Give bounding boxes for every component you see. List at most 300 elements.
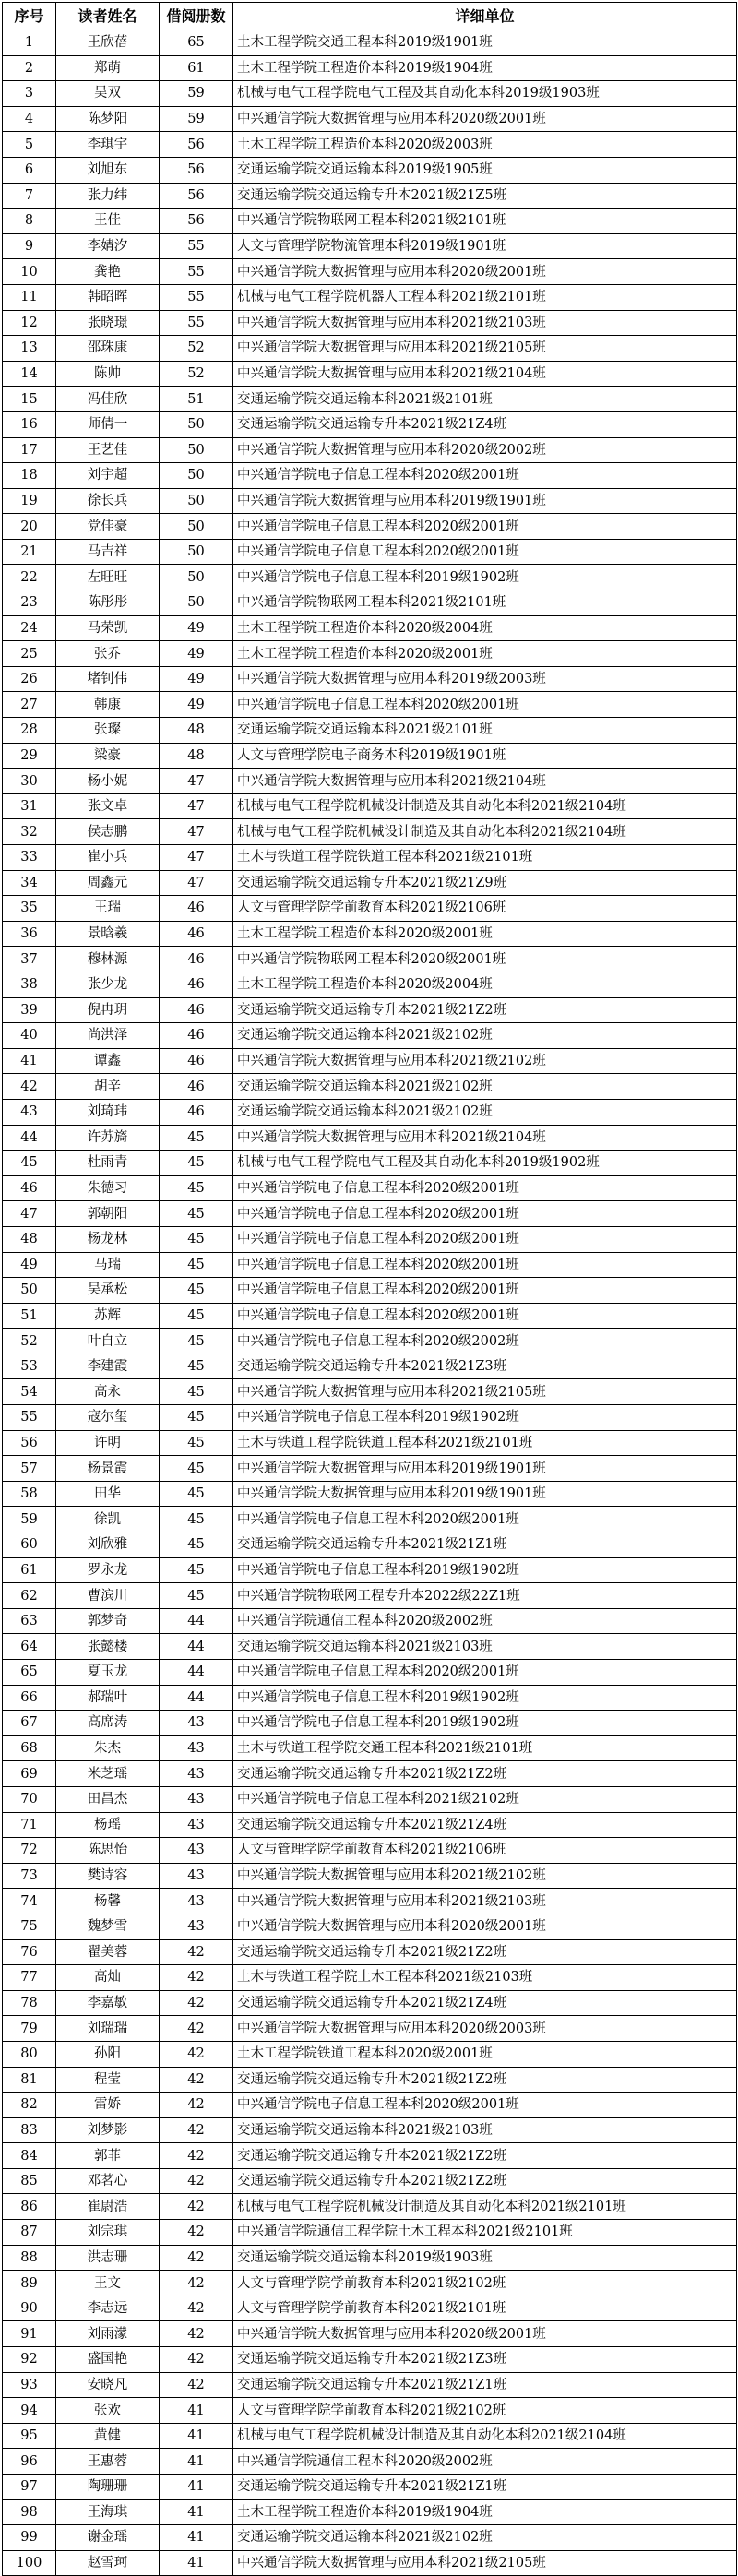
cell-reader-name: 刘梦影 (56, 2117, 160, 2143)
cell-borrow-count: 45 (160, 1532, 233, 1558)
cell-reader-name: 张懿楼 (56, 1634, 160, 1660)
table-row (3, 2499, 737, 2525)
cell-reader-name: 杜雨青 (56, 1151, 160, 1176)
cell-index: 65 (3, 1660, 56, 1686)
cell-unit-detail: 中兴通信学院电子信息工程本科2019级1902班 (233, 1711, 737, 1736)
cell-reader-name: 王瑞 (56, 896, 160, 922)
cell-reader-name: 刘欣雅 (56, 1532, 160, 1558)
table-row (3, 2347, 737, 2373)
cell-unit-detail: 机械与电气工程学院电气工程及其自动化本科2019级1903班 (233, 81, 737, 107)
cell-borrow-count: 56 (160, 157, 233, 183)
table-row (3, 1175, 737, 1201)
cell-reader-name: 张文卓 (56, 793, 160, 819)
cell-index: 2 (3, 55, 56, 81)
cell-unit-detail: 土木工程学院工程造价本科2020级2001班 (233, 641, 737, 667)
table-row (3, 1634, 737, 1660)
cell-reader-name: 刘瑞瑞 (56, 2016, 160, 2042)
cell-unit-detail: 中兴通信学院大数据管理与应用本科2021级2103班 (233, 310, 737, 336)
cell-unit-detail: 中兴通信学院电子信息工程本科2020级2001班 (233, 1507, 737, 1532)
cell-borrow-count: 48 (160, 718, 233, 744)
cell-index: 25 (3, 641, 56, 667)
cell-reader-name: 郭梦奇 (56, 1608, 160, 1634)
cell-unit-detail: 中兴通信学院大数据管理与应用本科2021级2105班 (233, 2550, 737, 2576)
table-header (3, 3, 737, 30)
cell-reader-name: 韩昭晖 (56, 284, 160, 310)
cell-reader-name: 马荣凯 (56, 615, 160, 641)
cell-reader-name: 高永 (56, 1379, 160, 1405)
cell-unit-detail: 机械与电气工程学院机械设计制造及其自动化本科2021级2104班 (233, 819, 737, 845)
cell-unit-detail: 中兴通信学院通信工程学院土木工程本科2021级2101班 (233, 2220, 737, 2246)
cell-index: 20 (3, 514, 56, 540)
cell-unit-detail: 中兴通信学院大数据管理与应用本科2019级1901班 (233, 1456, 737, 1482)
cell-borrow-count: 46 (160, 1074, 233, 1100)
cell-reader-name: 崔小兵 (56, 845, 160, 871)
table-row (3, 463, 737, 489)
table-row (3, 1583, 737, 1609)
cell-unit-detail: 中兴通信学院大数据管理与应用本科2019级1901班 (233, 1481, 737, 1507)
cell-borrow-count: 42 (160, 2347, 233, 2373)
cell-reader-name: 李建霞 (56, 1354, 160, 1379)
cell-unit-detail: 交通运输学院交通运输专升本2021级21Z1班 (233, 2372, 737, 2398)
cell-unit-detail: 土木工程学院工程造价本科2020级2001班 (233, 921, 737, 947)
cell-reader-name: 龚艳 (56, 259, 160, 285)
cell-unit-detail: 中兴通信学院大数据管理与应用本科2021级2103班 (233, 1889, 737, 1914)
cell-borrow-count: 50 (160, 539, 233, 565)
cell-index: 31 (3, 793, 56, 819)
table-row (3, 2525, 737, 2551)
cell-index: 47 (3, 1201, 56, 1227)
cell-borrow-count: 43 (160, 1735, 233, 1761)
cell-index: 61 (3, 1557, 56, 1583)
cell-unit-detail: 机械与电气工程学院机械设计制造及其自动化本科2021级2104班 (233, 2423, 737, 2449)
cell-index: 38 (3, 972, 56, 997)
table-row (3, 437, 737, 463)
cell-reader-name: 陈帅 (56, 361, 160, 387)
cell-reader-name: 朱杰 (56, 1735, 160, 1761)
cell-borrow-count: 42 (160, 2372, 233, 2398)
cell-index: 92 (3, 2347, 56, 2373)
cell-unit-detail: 中兴通信学院大数据管理与应用本科2020级2003班 (233, 2016, 737, 2042)
cell-borrow-count: 42 (160, 2016, 233, 2042)
cell-borrow-count: 46 (160, 896, 233, 922)
cell-index: 58 (3, 1481, 56, 1507)
cell-borrow-count: 45 (160, 1583, 233, 1609)
cell-borrow-count: 50 (160, 590, 233, 616)
cell-borrow-count: 44 (160, 1660, 233, 1686)
table-row (3, 793, 737, 819)
cell-unit-detail: 交通运输学院交通运输本科2021级2101班 (233, 387, 737, 412)
table-row (3, 310, 737, 336)
cell-index: 73 (3, 1863, 56, 1889)
cell-borrow-count: 52 (160, 336, 233, 362)
cell-reader-name: 周鑫元 (56, 870, 160, 896)
cell-reader-name: 张欢 (56, 2398, 160, 2424)
cell-reader-name: 谢金瑶 (56, 2525, 160, 2551)
cell-borrow-count: 49 (160, 641, 233, 667)
cell-borrow-count: 46 (160, 921, 233, 947)
cell-index: 49 (3, 1252, 56, 1278)
cell-index: 88 (3, 2245, 56, 2271)
cell-unit-detail: 交通运输学院交通运输本科2021级2102班 (233, 1023, 737, 1049)
cell-index: 53 (3, 1354, 56, 1379)
cell-borrow-count: 45 (160, 1329, 233, 1354)
table-row (3, 692, 737, 718)
table-row (3, 666, 737, 692)
table-row (3, 539, 737, 565)
cell-unit-detail: 中兴通信学院电子信息工程本科2019级1902班 (233, 565, 737, 590)
cell-unit-detail: 中兴通信学院大数据管理与应用本科2020级2001班 (233, 106, 737, 132)
cell-reader-name: 杨龙林 (56, 1226, 160, 1252)
cell-index: 33 (3, 845, 56, 871)
cell-borrow-count: 41 (160, 2398, 233, 2424)
cell-borrow-count: 55 (160, 284, 233, 310)
table-row (3, 233, 737, 259)
cell-index: 21 (3, 539, 56, 565)
cell-unit-detail: 中兴通信学院电子信息工程本科2020级2001班 (233, 539, 737, 565)
cell-borrow-count: 42 (160, 2194, 233, 2220)
cell-index: 59 (3, 1507, 56, 1532)
cell-borrow-count: 45 (160, 1151, 233, 1176)
cell-borrow-count: 44 (160, 1608, 233, 1634)
cell-index: 100 (3, 2550, 56, 2576)
cell-unit-detail: 交通运输学院交通运输专升本2021级21Z2班 (233, 1939, 737, 1965)
table-row (3, 1481, 737, 1507)
cell-index: 57 (3, 1456, 56, 1482)
table-row (3, 590, 737, 616)
cell-index: 15 (3, 387, 56, 412)
cell-unit-detail: 中兴通信学院通信工程本科2020级2002班 (233, 2449, 737, 2475)
cell-borrow-count: 45 (160, 1481, 233, 1507)
cell-unit-detail: 交通运输学院交通运输专升本2021级21Z3班 (233, 2347, 737, 2373)
cell-index: 16 (3, 411, 56, 437)
cell-index: 80 (3, 2041, 56, 2067)
cell-unit-detail: 交通运输学院交通运输专升本2021级21Z4班 (233, 1990, 737, 2016)
cell-index: 1 (3, 30, 56, 56)
table-row (3, 336, 737, 362)
cell-unit-detail: 交通运输学院交通运输专升本2021级21Z2班 (233, 997, 737, 1023)
table-row (3, 1379, 737, 1405)
cell-reader-name: 盛国艳 (56, 2347, 160, 2373)
cell-borrow-count: 41 (160, 2449, 233, 2475)
cell-reader-name: 夏玉龙 (56, 1660, 160, 1686)
cell-unit-detail: 交通运输学院交通运输专升本2021级21Z4班 (233, 411, 737, 437)
cell-borrow-count: 45 (160, 1201, 233, 1227)
cell-borrow-count: 56 (160, 183, 233, 209)
cell-unit-detail: 中兴通信学院电子信息工程本科2019级1902班 (233, 1685, 737, 1711)
cell-unit-detail: 机械与电气工程学院机器人工程本科2021级2101班 (233, 284, 737, 310)
cell-index: 8 (3, 209, 56, 234)
cell-reader-name: 叶自立 (56, 1329, 160, 1354)
cell-borrow-count: 42 (160, 2117, 233, 2143)
cell-unit-detail: 中兴通信学院大数据管理与应用本科2021级2102班 (233, 1863, 737, 1889)
cell-reader-name: 张力纬 (56, 183, 160, 209)
cell-index: 37 (3, 947, 56, 972)
cell-borrow-count: 55 (160, 233, 233, 259)
table-row (3, 1838, 737, 1864)
cell-unit-detail: 交通运输学院交通运输专升本2021级21Z2班 (233, 1761, 737, 1787)
cell-borrow-count: 45 (160, 1226, 233, 1252)
cell-unit-detail: 人文与管理学院学前教育本科2021级2101班 (233, 2296, 737, 2321)
cell-index: 3 (3, 81, 56, 107)
cell-unit-detail: 交通运输学院交通运输专升本2021级21Z2班 (233, 2168, 737, 2194)
cell-unit-detail: 中兴通信学院电子信息工程本科2020级2001班 (233, 1278, 737, 1304)
cell-unit-detail: 中兴通信学院物联网工程本科2021级2101班 (233, 590, 737, 616)
table-row (3, 1685, 737, 1711)
cell-unit-detail: 中兴通信学院大数据管理与应用本科2020级2001班 (233, 1914, 737, 1939)
cell-index: 70 (3, 1786, 56, 1812)
cell-reader-name: 徐凯 (56, 1507, 160, 1532)
table-row (3, 2296, 737, 2321)
cell-borrow-count: 41 (160, 2423, 233, 2449)
cell-reader-name: 李嘉敏 (56, 1990, 160, 2016)
cell-borrow-count: 42 (160, 1939, 233, 1965)
cell-reader-name: 王佳 (56, 209, 160, 234)
cell-reader-name: 陈梦阳 (56, 106, 160, 132)
cell-unit-detail: 交通运输学院交通运输专升本2021级21Z1班 (233, 1532, 737, 1558)
table-row (3, 947, 737, 972)
cell-unit-detail: 土木工程学院工程造价本科2020级2003班 (233, 132, 737, 158)
table-row (3, 488, 737, 514)
table-row (3, 1889, 737, 1914)
table-row (3, 2220, 737, 2246)
cell-borrow-count: 42 (160, 2220, 233, 2246)
cell-reader-name: 郝瑞叶 (56, 1685, 160, 1711)
cell-borrow-count: 45 (160, 1430, 233, 1456)
cell-unit-detail: 中兴通信学院电子信息工程本科2020级2001班 (233, 514, 737, 540)
table-row (3, 641, 737, 667)
cell-index: 55 (3, 1405, 56, 1431)
cell-index: 51 (3, 1303, 56, 1329)
table-row (3, 2449, 737, 2475)
table-row (3, 2372, 737, 2398)
cell-borrow-count: 44 (160, 1634, 233, 1660)
cell-borrow-count: 43 (160, 1863, 233, 1889)
table-row (3, 1532, 737, 1558)
cell-borrow-count: 41 (160, 2550, 233, 2576)
cell-borrow-count: 47 (160, 793, 233, 819)
cell-unit-detail: 土木与铁道工程学院交通工程本科2021级2101班 (233, 1735, 737, 1761)
cell-borrow-count: 43 (160, 1786, 233, 1812)
cell-index: 63 (3, 1608, 56, 1634)
cell-reader-name: 马瑞 (56, 1252, 160, 1278)
cell-reader-name: 杨馨 (56, 1889, 160, 1914)
cell-reader-name: 左旺旺 (56, 565, 160, 590)
table-row (3, 2041, 737, 2067)
cell-index: 34 (3, 870, 56, 896)
table-row (3, 819, 737, 845)
cell-borrow-count: 50 (160, 488, 233, 514)
table-row (3, 30, 737, 56)
cell-borrow-count: 41 (160, 2499, 233, 2525)
cell-unit-detail: 土木与铁道工程学院土木工程本科2021级2103班 (233, 1965, 737, 1991)
cell-index: 84 (3, 2143, 56, 2169)
cell-index: 13 (3, 336, 56, 362)
cell-reader-name: 陈思怡 (56, 1838, 160, 1864)
table-row (3, 1099, 737, 1125)
cell-borrow-count: 55 (160, 310, 233, 336)
cell-unit-detail: 交通运输学院交通运输专升本2021级21Z5班 (233, 183, 737, 209)
cell-borrow-count: 42 (160, 2271, 233, 2296)
cell-reader-name: 刘旭东 (56, 157, 160, 183)
cell-unit-detail: 交通运输学院交通运输本科2021级2103班 (233, 1634, 737, 1660)
cell-unit-detail: 中兴通信学院大数据管理与应用本科2021级2104班 (233, 361, 737, 387)
cell-reader-name: 苏辉 (56, 1303, 160, 1329)
cell-borrow-count: 43 (160, 1889, 233, 1914)
cell-borrow-count: 46 (160, 1048, 233, 1074)
cell-reader-name: 崔尉浩 (56, 2194, 160, 2220)
cell-index: 68 (3, 1735, 56, 1761)
cell-borrow-count: 45 (160, 1252, 233, 1278)
table-row (3, 972, 737, 997)
cell-index: 77 (3, 1965, 56, 1991)
cell-borrow-count: 45 (160, 1125, 233, 1151)
cell-unit-detail: 交通运输学院交通运输专升本2021级21Z2班 (233, 2067, 737, 2093)
table-row (3, 2321, 737, 2347)
cell-borrow-count: 49 (160, 666, 233, 692)
cell-unit-detail: 交通运输学院交通运输本科2021级2102班 (233, 1099, 737, 1125)
cell-reader-name: 堵钊伟 (56, 666, 160, 692)
cell-index: 87 (3, 2220, 56, 2246)
cell-unit-detail: 中兴通信学院电子信息工程本科2020级2001班 (233, 1226, 737, 1252)
cell-borrow-count: 42 (160, 2143, 233, 2169)
table-body (3, 30, 737, 2576)
cell-reader-name: 赵雪珂 (56, 2550, 160, 2576)
cell-index: 52 (3, 1329, 56, 1354)
cell-unit-detail: 交通运输学院交通运输本科2021级2102班 (233, 2525, 737, 2551)
cell-borrow-count: 42 (160, 2067, 233, 2093)
cell-reader-name: 魏梦雪 (56, 1914, 160, 1939)
cell-borrow-count: 46 (160, 997, 233, 1023)
table-row (3, 183, 737, 209)
cell-index: 96 (3, 2449, 56, 2475)
cell-unit-detail: 土木工程学院工程造价本科2020级2004班 (233, 972, 737, 997)
cell-index: 9 (3, 233, 56, 259)
table-row (3, 1990, 737, 2016)
header-unit-detail: 详细单位 (233, 3, 737, 30)
table-row (3, 870, 737, 896)
cell-reader-name: 王欣蓓 (56, 30, 160, 56)
cell-index: 29 (3, 743, 56, 769)
cell-borrow-count: 42 (160, 2296, 233, 2321)
cell-index: 22 (3, 565, 56, 590)
cell-reader-name: 程莹 (56, 2067, 160, 2093)
cell-reader-name: 马吉祥 (56, 539, 160, 565)
table-row (3, 743, 737, 769)
cell-index: 4 (3, 106, 56, 132)
cell-unit-detail: 交通运输学院交通运输专升本2021级21Z9班 (233, 870, 737, 896)
cell-index: 94 (3, 2398, 56, 2424)
cell-unit-detail: 人文与管理学院学前教育本科2021级2106班 (233, 896, 737, 922)
cell-index: 95 (3, 2423, 56, 2449)
cell-unit-detail: 人文与管理学院学前教育本科2021级2102班 (233, 2398, 737, 2424)
cell-unit-detail: 土木工程学院工程造价本科2019级1904班 (233, 55, 737, 81)
cell-reader-name: 梁豪 (56, 743, 160, 769)
table-row (3, 2550, 737, 2576)
cell-index: 81 (3, 2067, 56, 2093)
cell-reader-name: 韩康 (56, 692, 160, 718)
cell-index: 90 (3, 2296, 56, 2321)
table-row (3, 1405, 737, 1431)
cell-reader-name: 倪冉玥 (56, 997, 160, 1023)
table-row (3, 2271, 737, 2296)
table-row (3, 896, 737, 922)
cell-unit-detail: 中兴通信学院电子信息工程本科2019级1902班 (233, 1405, 737, 1431)
cell-index: 82 (3, 2093, 56, 2118)
cell-index: 10 (3, 259, 56, 285)
cell-index: 6 (3, 157, 56, 183)
cell-unit-detail: 机械与电气工程学院机械设计制造及其自动化本科2021级2104班 (233, 793, 737, 819)
cell-unit-detail: 交通运输学院交通运输专升本2021级21Z4班 (233, 1812, 737, 1838)
cell-reader-name: 杨景霞 (56, 1456, 160, 1482)
cell-borrow-count: 44 (160, 1685, 233, 1711)
cell-index: 45 (3, 1151, 56, 1176)
cell-borrow-count: 50 (160, 463, 233, 489)
cell-index: 17 (3, 437, 56, 463)
cell-unit-detail: 交通运输学院交通运输本科2021级2101班 (233, 718, 737, 744)
cell-reader-name: 曹滨川 (56, 1583, 160, 1609)
cell-unit-detail: 中兴通信学院大数据管理与应用本科2020级2001班 (233, 259, 737, 285)
cell-borrow-count: 45 (160, 1507, 233, 1532)
cell-borrow-count: 41 (160, 2475, 233, 2500)
cell-borrow-count: 45 (160, 1456, 233, 1482)
table-row (3, 284, 737, 310)
cell-unit-detail: 中兴通信学院大数据管理与应用本科2019级1901班 (233, 488, 737, 514)
table-row (3, 565, 737, 590)
table-row (3, 157, 737, 183)
cell-index: 74 (3, 1889, 56, 1914)
cell-unit-detail: 中兴通信学院电子信息工程本科2020级2001班 (233, 1252, 737, 1278)
table-row (3, 2423, 737, 2449)
cell-borrow-count: 43 (160, 1914, 233, 1939)
cell-index: 76 (3, 1939, 56, 1965)
cell-reader-name: 朱德习 (56, 1175, 160, 1201)
cell-index: 93 (3, 2372, 56, 2398)
cell-reader-name: 罗永龙 (56, 1557, 160, 1583)
table-row (3, 1023, 737, 1049)
cell-borrow-count: 56 (160, 132, 233, 158)
cell-reader-name: 刘宗琪 (56, 2220, 160, 2246)
cell-unit-detail: 机械与电气工程学院电气工程及其自动化本科2019级1902班 (233, 1151, 737, 1176)
cell-unit-detail: 机械与电气工程学院机械设计制造及其自动化本科2021级2101班 (233, 2194, 737, 2220)
cell-reader-name: 米芝瑶 (56, 1761, 160, 1787)
cell-index: 30 (3, 769, 56, 794)
table-row (3, 361, 737, 387)
table-row (3, 1201, 737, 1227)
table-row (3, 1939, 737, 1965)
table-row (3, 997, 737, 1023)
table-row (3, 81, 737, 107)
cell-reader-name: 侯志鹏 (56, 819, 160, 845)
cell-index: 23 (3, 590, 56, 616)
table-row (3, 845, 737, 871)
reader-ranking-table (2, 2, 737, 2576)
table-row (3, 209, 737, 234)
cell-unit-detail: 中兴通信学院大数据管理与应用本科2021级2104班 (233, 1125, 737, 1151)
cell-borrow-count: 59 (160, 106, 233, 132)
cell-index: 27 (3, 692, 56, 718)
cell-index: 99 (3, 2525, 56, 2551)
cell-reader-name: 孙阳 (56, 2041, 160, 2067)
cell-unit-detail: 交通运输学院交通运输本科2019级1905班 (233, 157, 737, 183)
cell-index: 97 (3, 2475, 56, 2500)
cell-borrow-count: 45 (160, 1303, 233, 1329)
cell-index: 78 (3, 1990, 56, 2016)
cell-borrow-count: 46 (160, 972, 233, 997)
table-row (3, 2475, 737, 2500)
cell-borrow-count: 43 (160, 1838, 233, 1864)
cell-reader-name: 樊诗容 (56, 1863, 160, 1889)
cell-index: 28 (3, 718, 56, 744)
